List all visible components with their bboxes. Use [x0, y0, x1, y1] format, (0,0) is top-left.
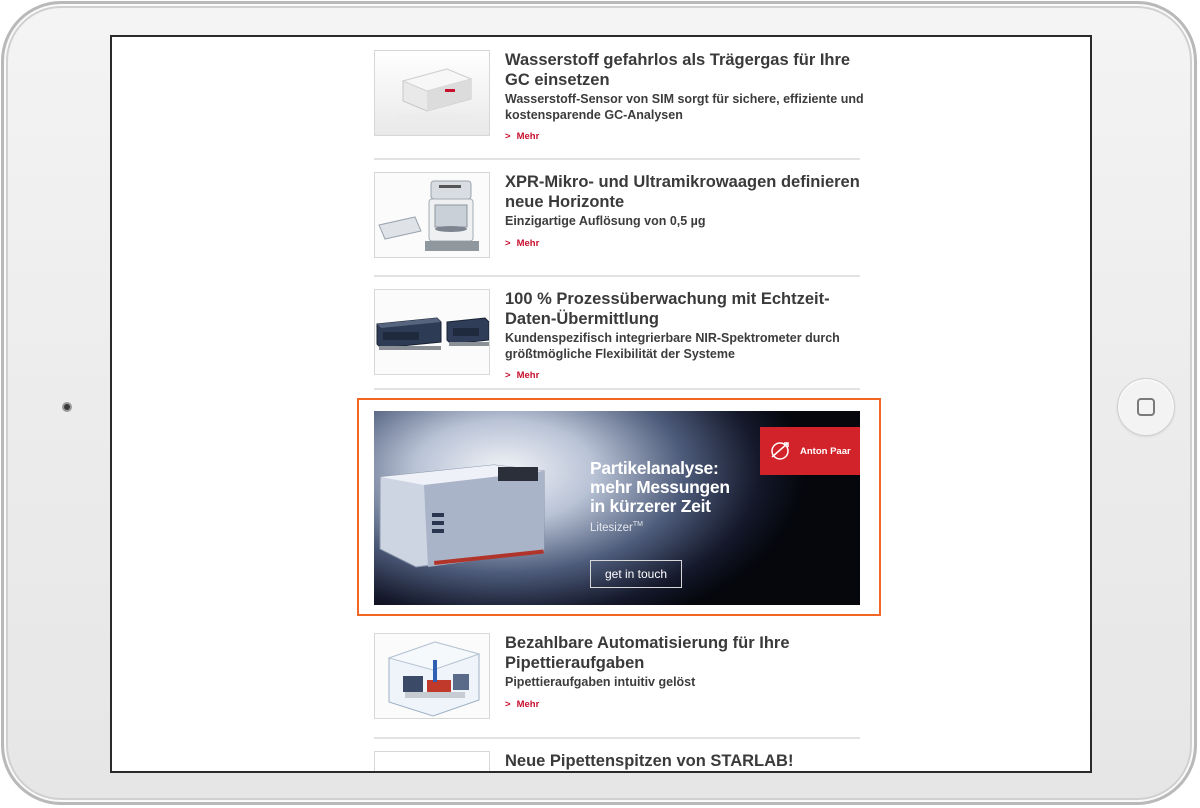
- article-thumbnail[interactable]: [374, 289, 490, 375]
- ad-headline-line: Partikelanalyse:: [590, 458, 719, 478]
- arrow-icon: >: [505, 131, 511, 142]
- home-button[interactable]: [1117, 378, 1175, 436]
- ad-product-name: [590, 521, 643, 534]
- article-text: [505, 172, 865, 249]
- article-description: Wasserstoff-Sensor von SIM sorgt für sichere, effiziente und kostensparende GC-Analysen: [505, 92, 864, 122]
- article-description: Einzigartige Auflösung von 0,5 µg: [505, 214, 706, 228]
- arrow-icon: >: [505, 237, 511, 249]
- article-thumbnail[interactable]: [374, 633, 490, 719]
- ad-headline: [590, 459, 730, 516]
- ad-headline-line: in kürzerer Zeit: [590, 496, 711, 516]
- article-text: [505, 633, 865, 710]
- arrow-icon: >: [505, 370, 511, 381]
- article-title[interactable]: Bezahlbare Automatisierung für Ihre Pipettieraufgaben: [505, 634, 790, 672]
- article-thumbnail[interactable]: [374, 751, 490, 773]
- article-title[interactable]: XPR-Mikro- und Ultramikrowaagen definieren neue Horizonte: [505, 173, 860, 211]
- article-text: [505, 751, 865, 771]
- article-title[interactable]: Wasserstoff gefahrlos als Trägergas für Ihre GC einsetzen: [505, 51, 851, 89]
- article-item: [374, 37, 864, 160]
- article-text: [505, 50, 865, 142]
- more-label: Mehr: [516, 370, 540, 381]
- brand-logo-text: Anton Paar: [800, 446, 851, 457]
- ad-banner[interactable]: [374, 411, 860, 605]
- arrow-icon: >: [505, 698, 511, 710]
- brand-logo[interactable]: [760, 427, 860, 475]
- article-description: Pipettieraufgaben intuitiv gelöst: [505, 675, 696, 689]
- article-item: [374, 276, 860, 390]
- article-title[interactable]: Neue Pipettenspitzen von STARLAB!: [505, 752, 794, 770]
- article-item: [374, 739, 860, 773]
- camera-icon: [62, 402, 72, 412]
- article-description: Kundenspezifisch integrierbare NIR-Spektrometer durch größtmögliche Flexibilität der Systeme: [505, 331, 840, 361]
- get-in-touch-button[interactable]: get in touch: [590, 560, 682, 588]
- product-label: Litesizer: [590, 521, 633, 534]
- anton-paar-logo-icon: [760, 427, 800, 475]
- trademark: TM: [632, 521, 643, 528]
- more-link[interactable]: [505, 699, 865, 710]
- more-label: Mehr: [516, 698, 540, 710]
- article-text: [505, 289, 865, 381]
- article-thumbnail[interactable]: [374, 50, 490, 136]
- screen: [110, 35, 1092, 773]
- article-thumbnail[interactable]: [374, 172, 490, 258]
- more-link[interactable]: [505, 131, 865, 142]
- home-square-icon: [1137, 398, 1155, 416]
- ad-headline-line: mehr Messungen: [590, 477, 730, 497]
- more-link[interactable]: [505, 238, 865, 249]
- more-label: Mehr: [516, 131, 540, 142]
- more-label: Mehr: [516, 237, 540, 249]
- article-title[interactable]: 100 % Prozessüberwachung mit Echtzeit-Daten-Übermittlung: [505, 290, 830, 328]
- more-link[interactable]: [505, 370, 865, 381]
- article-item: [374, 621, 860, 739]
- article-item: [374, 159, 860, 277]
